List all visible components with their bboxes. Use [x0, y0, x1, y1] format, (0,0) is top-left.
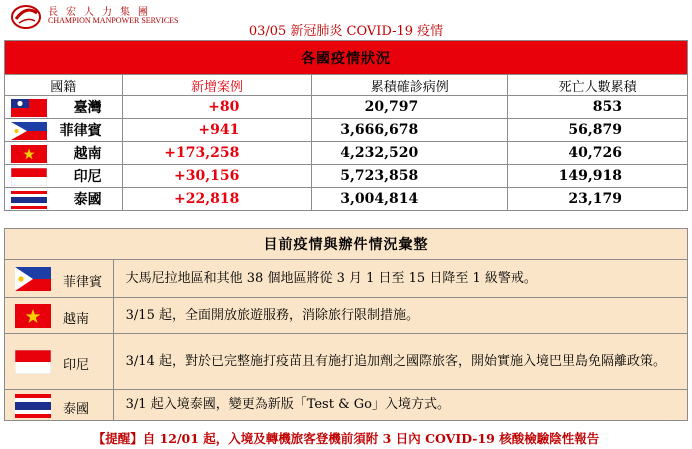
- summary-text: 3/14 起，對於已完整施打疫苗且有施打追加劑之國際旅客，開始實施入境巴里島免隔離政策。: [113, 334, 687, 390]
- table-row: [5, 119, 688, 142]
- stats-section-title: 各國疫情狀況: [5, 41, 688, 75]
- total-cases-value: 3,004,814: [312, 188, 508, 211]
- deaths-value: 40,726: [508, 142, 688, 165]
- country-cell: [5, 142, 123, 165]
- total-cases-value: 20,797: [312, 96, 508, 119]
- deaths-value: 23,179: [508, 188, 688, 211]
- country-cell: [5, 390, 114, 421]
- summary-text: 大馬尼拉地區和其他 38 個地區將從 3 月 1 日至 15 日降至 1 級警戒。: [113, 260, 687, 298]
- country-name: 印尼: [73, 169, 102, 185]
- philippines-flag-icon: [15, 267, 51, 291]
- stats-column-headers: [5, 75, 688, 96]
- philippines-flag-icon: [11, 122, 47, 140]
- summary-row: [5, 298, 688, 334]
- country-cell: [5, 298, 114, 334]
- indonesia-flag-icon: [11, 168, 47, 186]
- table-row: [5, 142, 688, 165]
- deaths-value: 149,918: [508, 165, 688, 188]
- country-name: 印尼: [63, 358, 90, 373]
- country-name: 越南: [73, 146, 102, 162]
- header: [0, 0, 692, 40]
- taiwan-flag-icon: [11, 99, 47, 117]
- total-cases-value: 4,232,520: [312, 142, 508, 165]
- summary-row: [5, 334, 688, 390]
- country-name: 越南: [63, 312, 90, 327]
- country-name: 泰國: [63, 402, 90, 417]
- column-header-nationality: 國籍: [5, 75, 123, 96]
- country-cell: [5, 260, 114, 298]
- deaths-value: 853: [508, 96, 688, 119]
- country-cell: [5, 96, 123, 119]
- country-name: 泰國: [73, 192, 102, 208]
- country-cell: [5, 334, 114, 390]
- total-cases-value: 5,723,858: [312, 165, 508, 188]
- new-cases-value: +173,258: [122, 142, 312, 165]
- country-name: 菲律賓: [59, 123, 102, 139]
- country-cell: [5, 165, 123, 188]
- summary-row: [5, 390, 688, 421]
- country-cell: [5, 119, 123, 142]
- column-header-deaths: 死亡人數累積: [508, 75, 688, 96]
- country-cell: [5, 188, 123, 211]
- summary-row: [5, 260, 688, 298]
- new-cases-value: +22,818: [122, 188, 312, 211]
- table-row: [5, 96, 688, 119]
- country-name: 菲律賓: [63, 275, 103, 290]
- company-name-en: CHAMPION MANPOWER SERVICES: [48, 16, 179, 25]
- summary-text: 3/1 起入境泰國，變更為新版「Test & Go」入境方式。: [113, 390, 687, 421]
- table-row: [5, 165, 688, 188]
- footer-notice: 【提醒】自 12/01 起，入境及轉機旅客登機前須附 3 日內 COVID-19 核酸檢驗陰性報告: [92, 431, 600, 446]
- vietnam-flag-icon: [11, 145, 47, 163]
- thailand-flag-icon: [15, 394, 51, 418]
- situation-summary-table: [4, 228, 688, 421]
- thailand-flag-icon: [11, 191, 47, 209]
- column-header-new-cases: 新增案例: [122, 75, 312, 96]
- indonesia-flag-icon: [15, 350, 51, 374]
- new-cases-value: +80: [122, 96, 312, 119]
- table-row: [5, 188, 688, 211]
- new-cases-value: +941: [122, 119, 312, 142]
- country-stats-table: [4, 40, 688, 211]
- new-cases-value: +30,156: [122, 165, 312, 188]
- deaths-value: 56,879: [508, 119, 688, 142]
- country-name: 臺灣: [73, 100, 102, 116]
- summary-text: 3/15 起，全面開放旅遊服務，消除旅行限制措施。: [113, 298, 687, 334]
- total-cases-value: 3,666,678: [312, 119, 508, 142]
- company-name-zh: 長宏人力集團: [48, 7, 156, 18]
- page-title: 03/05 新冠肺炎 COVID-19 疫情: [248, 24, 444, 39]
- summary-section-title: 目前疫情與辦件情況彙整: [5, 229, 688, 260]
- column-header-total-cases: 累積確診病例: [312, 75, 508, 96]
- vietnam-flag-icon: [15, 304, 51, 328]
